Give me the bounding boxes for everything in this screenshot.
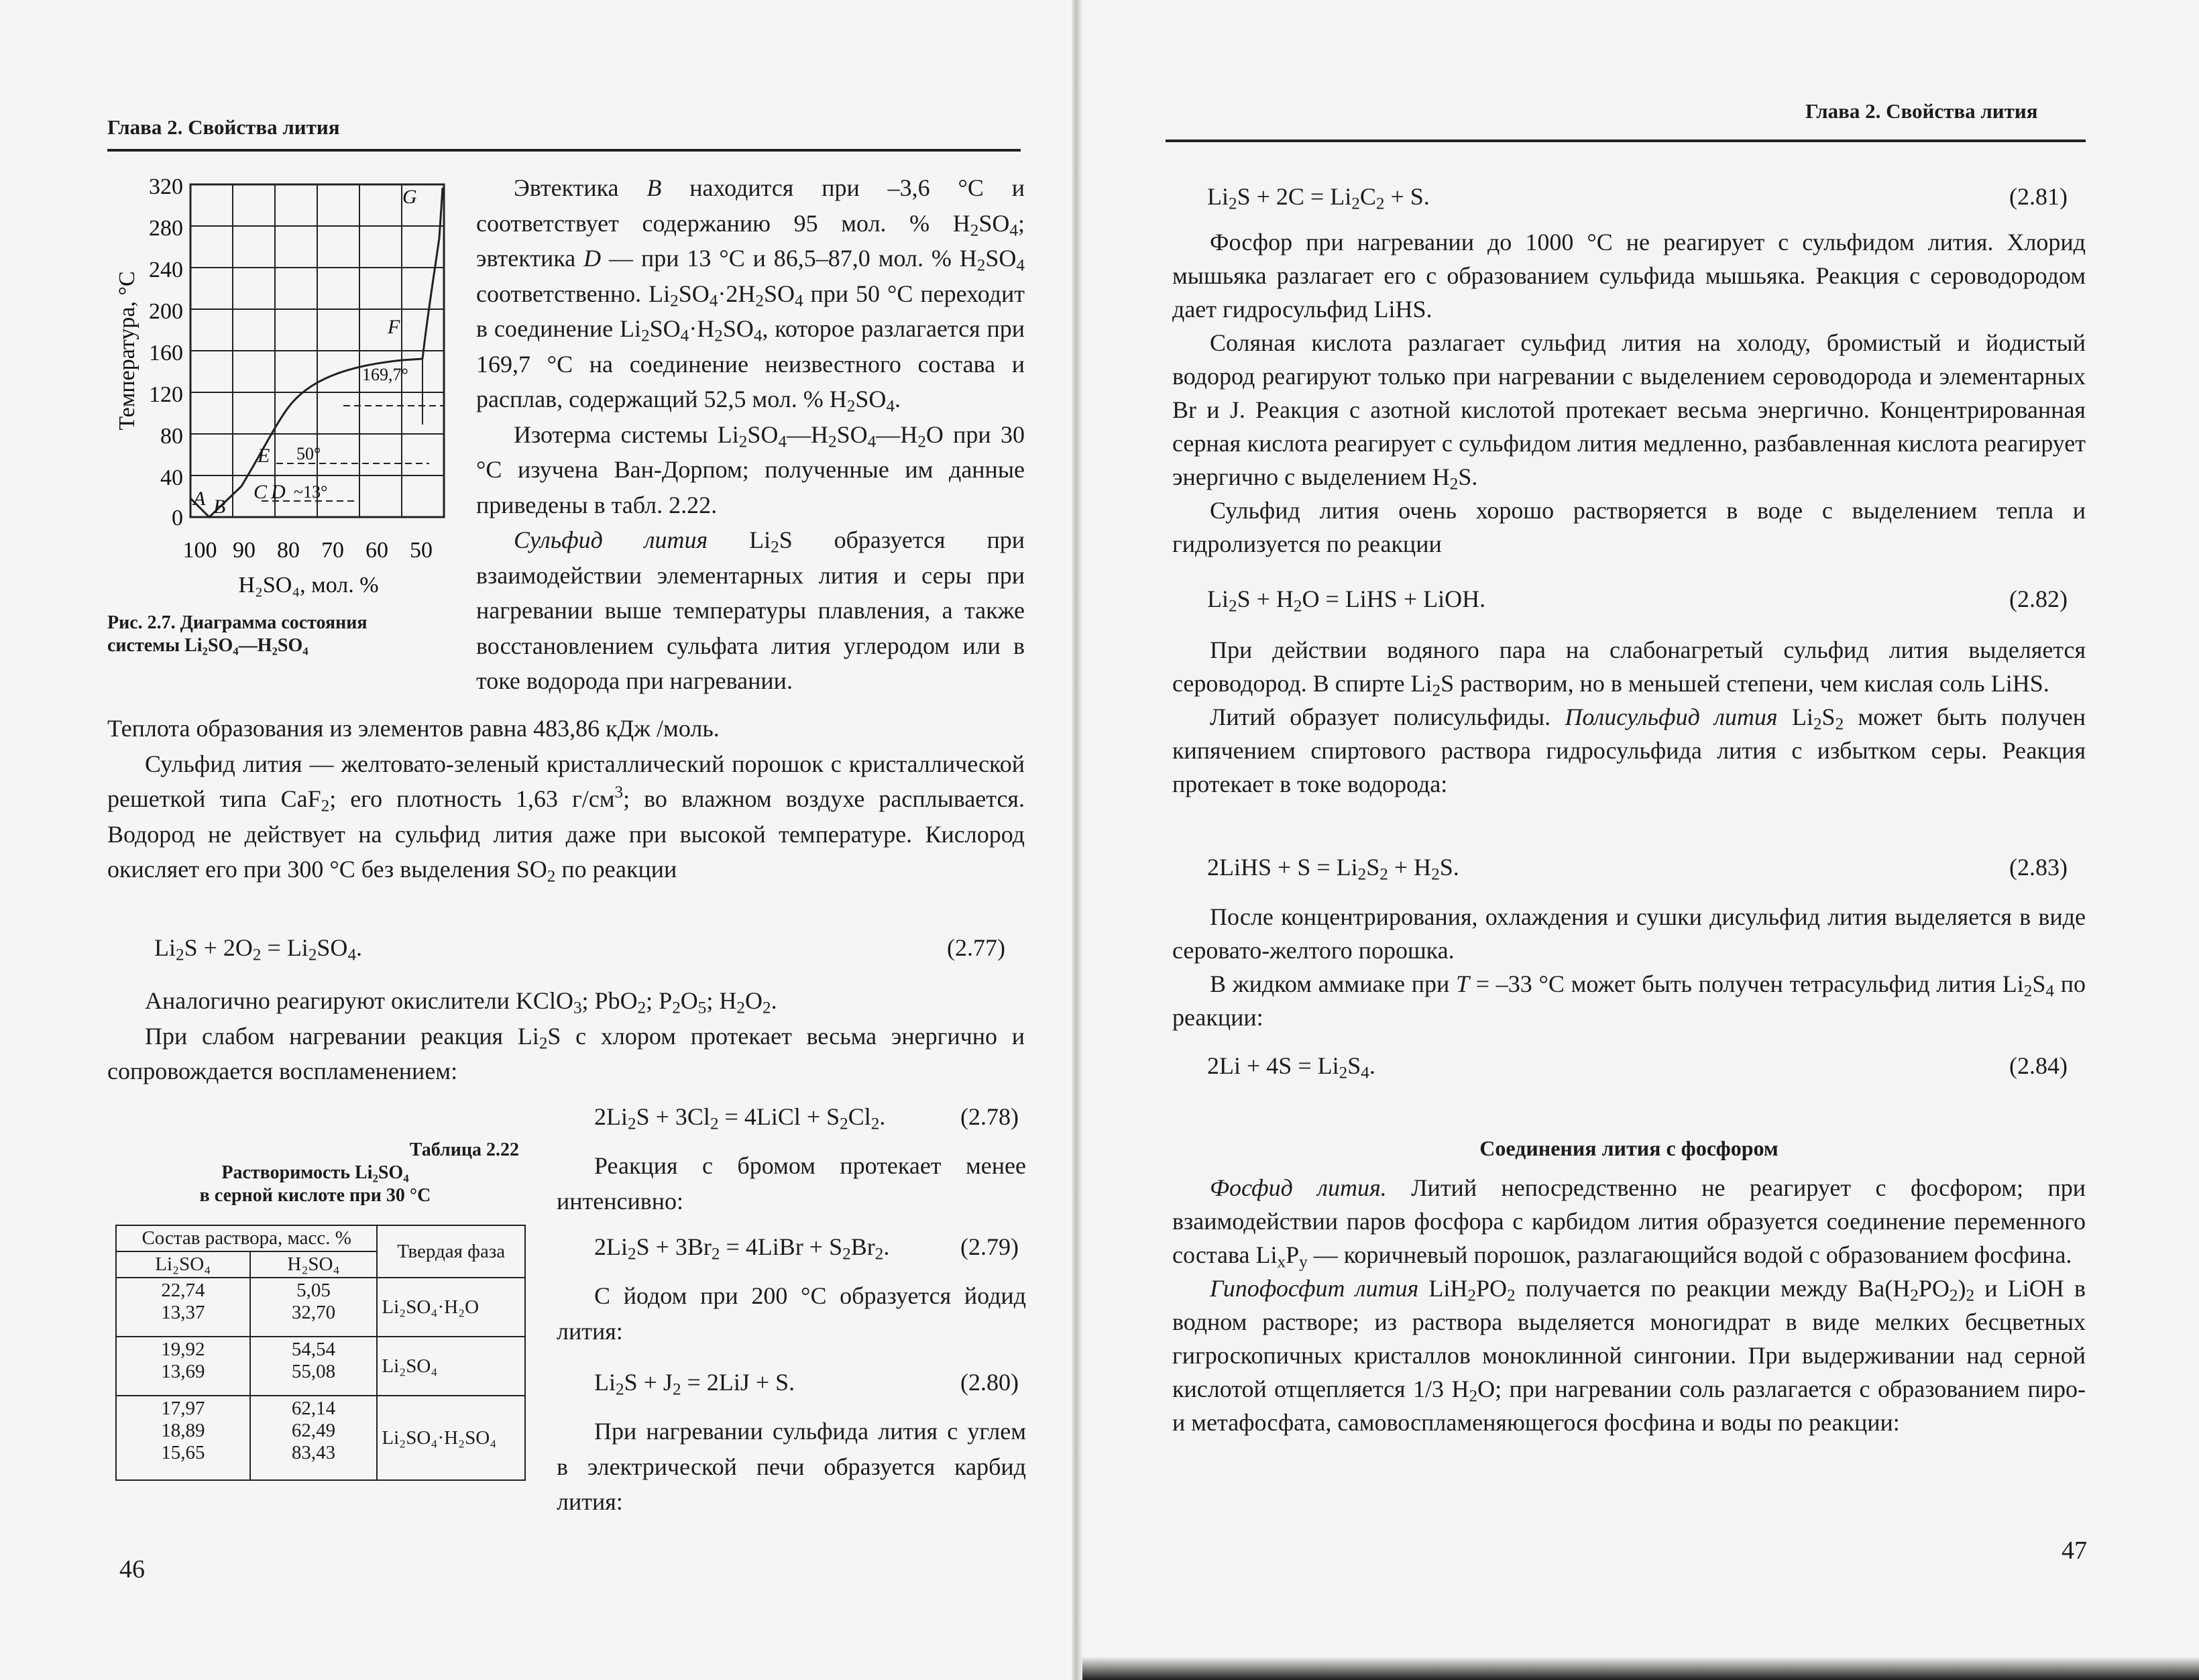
cell-value: 18,89	[161, 1420, 205, 1441]
solubility-table	[115, 1225, 526, 1481]
x-tick: 100	[182, 538, 217, 563]
cell-value: 62,14	[291, 1398, 336, 1419]
equation-number: (2.83)	[2009, 854, 2068, 881]
equation-number: (2.84)	[2009, 1052, 2068, 1079]
x-axis-label: H₂SO₄, мол. %	[238, 573, 379, 598]
y-tick: 80	[160, 424, 183, 449]
x-tick: 80	[277, 538, 300, 563]
annotation-13: ~13°	[294, 482, 328, 502]
left-text-bromine: Реакция с бромом протекает менее интенсивно:	[557, 1152, 1026, 1215]
equation-number: (2.77)	[947, 934, 1005, 961]
caption-line: Рис. 2.7. Диаграмма состояния	[107, 612, 368, 633]
right-text-block-2: При действии водяного пара на слабонагретый сульфид лития выделяется сероводород. В спирте $Li_2S$ растворим, но в меньшей степени, чем кислая соль LiHS. Литий образует полисульфиды. Полисульфид лития $Li_2S_2$ может быть получен кипячением спиртового раствора гидросульфида лития с избытком серы. Реакция протекает в токе водорода:	[1172, 636, 2086, 797]
y-tick: 40	[160, 465, 183, 490]
equation-number: (2.80)	[960, 1369, 1019, 1396]
equation-2-81: $Li_2S + 2C = Li_2C_2 + S$.	[1207, 183, 1430, 213]
equation-number: (2.82)	[2009, 585, 2068, 612]
table-number: Таблица 2.22	[409, 1139, 519, 1160]
x-tick: 70	[321, 538, 344, 563]
y-tick: 240	[149, 258, 183, 282]
right-text-block-4: Фосфид лития. Литий непосредственно не реагирует с фосфором; при взаимодействии паров фосфора с карбидом лития образуется соединение переменного состава $Li_xP_y$ — коричневый порошок, разлагающийся водой с образованием фосфина. Гипофосфит лития $LiH_2PO_2$ получается по реакции между $Ba(H_2PO_2)_2$ и LiOH в водном растворе; из раствора выделяется моногидрат в виде мелких бесцветных гигроскопичных кристаллов моноклинной сингонии. При выдерживании над серной кислотой отщепляется 1/3 $H_2O$; при нагревании соль разлагается с образованием пиро- и метафосфата, самовоспламеняющегося фосфина и воды по реакции:	[1172, 1174, 2086, 1436]
cell-phase: Li₂SO₄·H₂SO₄	[377, 1396, 525, 1480]
table-subtitle: Растворимость Li₂SO₄	[221, 1162, 409, 1183]
table-head-li2so4: Li₂SO₄	[116, 1251, 250, 1278]
point-label: E	[258, 445, 270, 467]
equation-2-78: $2Li_2S + 3Cl_2$ = 4LiCl + $S_2Cl_2$.	[594, 1103, 886, 1133]
cell-value: 15,65	[161, 1442, 205, 1463]
y-tick: 120	[149, 382, 183, 407]
equation-number: (2.81)	[2009, 183, 2068, 210]
equation-2-77: $Li_2S + 2O_2 = Li_2SO_4$.	[154, 934, 363, 964]
annotation-169: 169,7°	[362, 365, 408, 384]
x-tick: 60	[365, 538, 388, 563]
cell-value: 55,08	[291, 1361, 336, 1382]
cell-phase: Li₂SO₄·H₂O	[377, 1278, 525, 1337]
table-head-h2so4: H₂SO₄	[250, 1251, 378, 1278]
point-label: B	[213, 496, 226, 518]
point-label: A	[193, 488, 206, 510]
y-tick: 200	[149, 299, 183, 324]
equation-number: (2.78)	[960, 1103, 1019, 1130]
cell-value: 22,74	[161, 1280, 205, 1301]
left-running-header: Глава 2. Свойства лития	[107, 115, 340, 139]
point-label: D	[271, 481, 286, 503]
annotation-50: 50°	[296, 444, 321, 463]
cell-value: 5,05	[296, 1280, 331, 1301]
right-text-block-3: После концентрирования, охлаждения и сушки дисульфид лития выделяется в виде серовато-желтого порошка. В жидком аммиаке при T = –33 °С может быть получен тетрасульфид лития $Li_2S_4$ по реакции:	[1172, 903, 2086, 1031]
cell-value: 54,54	[291, 1339, 336, 1360]
section-heading: Соединения лития с фосфором	[1479, 1136, 1779, 1160]
right-page-number: 47	[2062, 1536, 2087, 1565]
left-header-rule	[107, 149, 1021, 152]
right-header-rule	[1166, 139, 2086, 142]
left-text-carbon: При нагревании сульфида лития с углем в электрической печи образуется карбид лития:	[557, 1418, 1026, 1515]
table-title-block	[107, 1139, 523, 1207]
book-gutter	[1072, 0, 1082, 1680]
y-tick: 320	[149, 174, 183, 199]
table-head-solid: Твердая фаза	[377, 1225, 525, 1278]
cell-value: 13,69	[161, 1361, 205, 1382]
scan-shadow	[1082, 1657, 2199, 1680]
table-row	[116, 1337, 525, 1396]
left-text-iodine: С йодом при 200 °С образуется йодид лития:	[557, 1282, 1026, 1345]
phase-diagram	[107, 171, 456, 600]
cell-value: 19,92	[161, 1339, 205, 1360]
y-tick: 280	[149, 216, 183, 241]
left-text-oxidizers: Аналогично реагируют окислители KClO$_3$; PbO$_2$; $P_2O_5$; $H_2O_2$. При слабом нагревании реакция $Li_2S$ с хлором протекает весьма энергично и сопровождается воспламенением:	[107, 987, 1025, 1084]
cell-value: 13,37	[161, 1302, 205, 1323]
liquidus-curve-g	[422, 188, 443, 359]
left-text-full-width: Теплота образования из элементов равна 483,86 кДж /моль. Сульфид лития — желтовато-зеленый кристаллический порошок с кристаллической решеткой типа CaF$_2$; его плотность 1,63 $г/см^3$; во влажном воздухе расплывается. Водород не действует на сульфид лития даже при высокой температуре. Кислород окисляет его при 300 °С без выделения $SO_2$ по реакции	[107, 715, 1025, 886]
point-label: C	[253, 481, 268, 503]
cell-phase: Li₂SO₄	[377, 1337, 525, 1396]
cell-value: 17,97	[161, 1398, 205, 1419]
equation-2-83: 2LiHS + $S = Li_2S_2 + H_2S$.	[1207, 854, 1459, 884]
table-head-group: Состав раствора, масс. %	[116, 1225, 377, 1251]
equation-2-82: $Li_2S + H_2O$ = LiHS + LiOH.	[1207, 585, 1486, 616]
equation-number: (2.79)	[960, 1233, 1019, 1260]
right-text-block-1: Фосфор при нагревании до 1000 °С не реагирует с сульфидом лития. Хлорид мышьяка разлагает его с образованием сульфида мышьяка. Реакция с сероводородом дает гидросульфид LiHS. Соляная кислота разлагает сульфид лития на холоду, бромистый и йодистый водород реагируют только при нагревании с выделением сероводорода и элементарных Br и J. Реакция с азотной кислотой протекает весьма энергично. Концентрированная серная кислота реагирует с сульфидом лития медленно, разбавленная кислота реагирует энергично с выделением $H_2S$. Сульфид лития очень хорошо растворяется в воде с выделением тепла и гидролизуется по реакции	[1172, 229, 2086, 557]
cell-value: 32,70	[291, 1302, 336, 1323]
point-label: G	[402, 186, 417, 208]
figure-caption	[107, 612, 456, 657]
left-text-beside-figure: Эвтектика B находится при –3,6 °С и соответствует содержанию 95 мол. % $H_2SO_4$; эвтектика D — при 13 °С и 86,5–87,0 мол. % $H_2SO_4$ соответственно. $Li_2SO_4\cdot 2H_2SO_4$ при 50 °С переходит в соединение $Li_2SO_4\cdot H_2SO_4$, которое разлагается при 169,7 °С на соединение неизвестного состава и расплав, содержащий 52,5 мол. % $H_2SO_4$. Изотерма системы $Li_2SO_4—H_2SO_4—H_2O$ при 30 °С изучена Ван-Дорпом; полученные им данные приведены в табл. 2.22. Сульфид лития $Li_2S$ образуется при взаимодействии элементарных лития и серы при нагревании выше температуры плавления, а также восстановлением сульфата лития углеродом или в токе водорода при нагревании.	[476, 174, 1025, 694]
y-tick: 0	[172, 506, 183, 530]
equation-2-79: $2Li_2S + 3Br_2$ = 4LiBr + $S_2Br_2$.	[594, 1233, 890, 1264]
equation-2-84: $2Li + 4S = Li_2S_4$.	[1207, 1052, 1375, 1082]
y-tick: 160	[149, 341, 183, 366]
equation-2-80: $Li_2S + J_2 = 2LiJ + S$.	[594, 1369, 795, 1399]
table-subtitle: в серной кислоте при 30 °С	[199, 1185, 431, 1206]
cell-value: 83,43	[291, 1442, 336, 1463]
table-row	[116, 1396, 525, 1480]
x-tick: 50	[410, 538, 433, 563]
table-row	[116, 1278, 525, 1337]
left-page-number: 46	[119, 1555, 145, 1583]
point-label: F	[388, 316, 400, 338]
caption-line: системы Li₂SO₄—H₂SO₄	[107, 635, 308, 656]
y-axis-label: Температура, °С	[115, 271, 139, 431]
cell-value: 62,49	[291, 1420, 336, 1441]
right-running-header: Глава 2. Свойства лития	[1805, 99, 2038, 123]
x-tick: 90	[233, 538, 256, 563]
